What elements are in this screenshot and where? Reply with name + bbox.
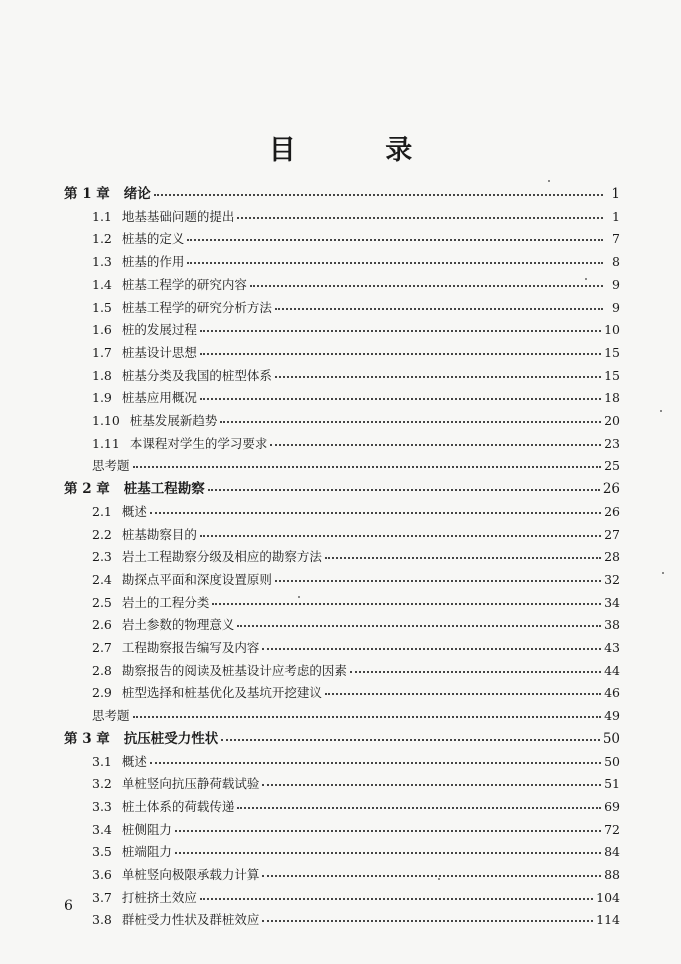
- toc-entry-number: 3.1: [92, 753, 112, 769]
- toc-section-entry[interactable]: [92, 591, 620, 611]
- toc-questions-entry[interactable]: [92, 704, 620, 724]
- toc-entry-title: 地基基础问题的提出: [121, 208, 235, 224]
- page-title: 目 录: [268, 135, 453, 166]
- toc-entry-page: 84: [604, 844, 620, 860]
- toc-dot-leader: [325, 557, 601, 559]
- toc-section-entry[interactable]: [92, 795, 620, 815]
- toc-entry-number: 2.2: [92, 526, 112, 542]
- scan-speck: [438, 878, 440, 880]
- toc-section-entry[interactable]: [92, 364, 620, 384]
- toc-dot-leader: [275, 580, 601, 582]
- toc-entry-number: 3.7: [92, 889, 112, 905]
- toc-section-entry[interactable]: [92, 545, 620, 565]
- toc-entry-page: 7: [612, 231, 620, 247]
- toc-entry-number: 1.4: [92, 276, 112, 292]
- toc-entry-page: 9: [612, 299, 620, 315]
- toc-section-entry[interactable]: [92, 750, 620, 770]
- toc-entry-number: 2.8: [92, 662, 112, 678]
- toc-entry-title: 抗压桩受力性状: [123, 730, 219, 747]
- toc-entry-title: 岩土参数的物理意义: [121, 617, 235, 633]
- toc-entry-number: 1.5: [92, 299, 112, 315]
- toc-entry-page: 34: [604, 594, 620, 610]
- toc-entry-page: 1: [611, 186, 620, 202]
- toc-entry-page: 25: [604, 458, 620, 474]
- toc-dot-leader: [200, 330, 601, 332]
- toc-entry-page: 72: [604, 821, 620, 837]
- toc-entry-number: 2.7: [92, 640, 112, 655]
- toc-section-entry[interactable]: [92, 681, 620, 701]
- toc-entry-page: 38: [604, 617, 620, 633]
- toc-entry-title: 桩基分类及我国的桩型体系: [121, 367, 272, 383]
- toc-section-entry[interactable]: [92, 500, 620, 520]
- toc-entry-page: 20: [604, 413, 620, 428]
- toc-entry-title: 绪论: [123, 186, 151, 202]
- toc-entry-number: 1.8: [92, 367, 112, 383]
- toc-entry-number: 3.4: [92, 821, 112, 837]
- toc-entry-page: 26: [602, 481, 620, 498]
- toc-entry-page: 69: [604, 798, 620, 814]
- toc-entry-title: 单桩竖向抗压静荷载试验: [121, 776, 260, 792]
- toc-entry-number: 3.6: [92, 867, 112, 882]
- toc-section-entry[interactable]: [92, 205, 620, 225]
- scan-speck: [660, 410, 662, 412]
- toc-dot-leader: [208, 489, 600, 491]
- toc-entry-title: 桩基工程勘察: [123, 481, 205, 498]
- toc-section-entry[interactable]: [92, 296, 620, 316]
- toc-dot-leader: [212, 603, 601, 605]
- toc-entry-page: 8: [612, 254, 620, 270]
- toc-entry-title: 桩土体系的荷载传递: [121, 798, 235, 814]
- toc-section-entry[interactable]: [92, 636, 620, 656]
- toc-dot-leader: [154, 194, 603, 196]
- toc-dot-leader: [262, 920, 593, 922]
- toc-dot-leader: [237, 807, 601, 809]
- toc-section-entry[interactable]: [92, 772, 620, 792]
- scan-speck: [548, 180, 550, 182]
- toc-entry-number: 3.3: [92, 798, 112, 814]
- toc-section-entry[interactable]: [92, 659, 620, 679]
- toc-entry-title: 桩基工程学的研究分析方法: [121, 299, 272, 315]
- toc-section-entry[interactable]: [92, 818, 620, 838]
- toc-dot-leader: [262, 648, 601, 650]
- toc-entry-title: 桩基工程学的研究内容: [121, 276, 247, 292]
- toc-entry-number: 1.2: [92, 231, 112, 247]
- toc-section-entry[interactable]: [92, 250, 620, 270]
- toc-entry-title: 岩土工程勘察分级及相应的勘察方法: [121, 549, 322, 565]
- toc-dot-leader: [262, 875, 601, 877]
- toc-entry-title: 桩基发展新趋势: [129, 413, 218, 428]
- page-number: 6: [64, 898, 73, 914]
- toc-dot-leader: [200, 898, 593, 900]
- toc-dot-leader: [150, 762, 601, 764]
- toc-dot-leader: [220, 421, 601, 423]
- toc-entry-number: 2.3: [92, 549, 112, 565]
- toc-entry-number: 1.7: [92, 344, 112, 360]
- toc-entry-page: 27: [604, 526, 620, 542]
- toc-entry-page: 50: [604, 753, 620, 769]
- toc-entry-number: 第 3 章: [64, 730, 110, 747]
- toc-section-entry[interactable]: [92, 523, 620, 543]
- toc-entry-number: 2.4: [92, 571, 112, 587]
- toc-entry-title: 概述: [121, 753, 147, 769]
- toc-entry-title: 勘探点平面和深度设置原则: [121, 571, 272, 587]
- toc-entry-title: 工程勘察报告编写及内容: [121, 640, 260, 655]
- toc-dot-leader: [133, 466, 602, 468]
- toc-chapter-entry[interactable]: [64, 727, 620, 747]
- toc-entry-number: 1.3: [92, 254, 112, 270]
- toc-entry-number: 3.2: [92, 776, 112, 792]
- toc-entry-page: 15: [604, 367, 620, 383]
- toc-entry-number: 3.8: [92, 912, 112, 928]
- toc-entry-page: 43: [604, 640, 620, 655]
- toc-entry-page: 32: [604, 571, 620, 587]
- toc-chapter-entry[interactable]: [64, 477, 620, 497]
- toc-entry-title: 桩侧阻力: [121, 821, 172, 837]
- toc-section-entry[interactable]: [92, 613, 620, 633]
- toc-section-entry[interactable]: [92, 840, 620, 860]
- toc-dot-leader: [275, 376, 601, 378]
- toc-section-entry[interactable]: [92, 273, 620, 293]
- toc-dot-leader: [237, 625, 601, 627]
- toc-entry-page: 18: [604, 390, 620, 406]
- toc-dot-leader: [275, 308, 603, 310]
- toc-entry-title: 桩基勘察目的: [121, 526, 197, 542]
- toc-entry-number: 1.10: [92, 413, 120, 428]
- toc-entry-number: 1.9: [92, 390, 112, 406]
- toc-entry-page: 88: [604, 867, 620, 882]
- toc-entry-number: 2.1: [92, 503, 112, 519]
- toc-dot-leader: [270, 444, 601, 446]
- toc-section-entry[interactable]: [92, 227, 620, 247]
- toc-entry-title: 本课程对学生的学习要求: [129, 435, 268, 451]
- toc-entry-number: 2.5: [92, 594, 112, 610]
- toc-entry-page: 15: [604, 344, 620, 360]
- toc-entry-title: 桩型选择和桩基优化及基坑开挖建议: [121, 685, 322, 701]
- toc-entry-title: 桩端阻力: [121, 844, 172, 860]
- toc-questions-entry[interactable]: [92, 454, 620, 474]
- toc-entry-title: 勘察报告的阅读及桩基设计应考虑的因素: [121, 662, 347, 678]
- toc-entry-page: 9: [612, 276, 620, 292]
- toc-entry-page: 1: [612, 208, 620, 224]
- toc-entry-number: 1.1: [92, 208, 112, 224]
- toc-chapter-entry[interactable]: [64, 182, 620, 202]
- toc-entry-title: 桩基的定义: [121, 231, 185, 247]
- toc-dot-leader: [262, 784, 601, 786]
- toc-entry-page: 44: [604, 662, 620, 678]
- toc-dot-leader: [200, 353, 601, 355]
- toc-entry-page: 51: [604, 776, 620, 792]
- toc-entry-number: 2.9: [92, 685, 112, 701]
- toc-dot-leader: [133, 716, 602, 718]
- toc-entry-title: 群桩受力性状及群桩效应: [121, 912, 260, 928]
- toc-dot-leader: [187, 239, 603, 241]
- toc-entry-title: 桩的发展过程: [121, 322, 197, 338]
- toc-dot-leader: [175, 830, 601, 832]
- toc-entry-page: 23: [604, 435, 620, 451]
- toc-section-entry[interactable]: [92, 886, 620, 906]
- toc-section-entry[interactable]: [92, 432, 620, 452]
- toc-section-entry[interactable]: [92, 318, 620, 338]
- toc-entry-title: 桩基设计思想: [121, 344, 197, 360]
- toc-entry-title: 岩土的工程分类: [121, 594, 210, 610]
- toc-entry-page: 46: [604, 685, 620, 701]
- toc-dot-leader: [325, 693, 601, 695]
- toc-entry-number: 3.5: [92, 844, 112, 860]
- toc-section-entry[interactable]: [92, 341, 620, 361]
- toc-dot-leader: [187, 262, 603, 264]
- scan-speck: [298, 596, 300, 598]
- toc-dot-leader: [237, 217, 603, 219]
- toc-dot-leader: [150, 512, 601, 514]
- toc-dot-leader: [350, 671, 601, 673]
- toc-entry-title: 思考题: [92, 458, 130, 474]
- toc-entry-number: 1.6: [92, 322, 112, 338]
- toc-entry-page: 49: [604, 708, 620, 724]
- scan-speck: [662, 572, 664, 574]
- scan-speck: [585, 278, 587, 280]
- toc-entry-page: 104: [596, 889, 620, 905]
- toc-entry-title: 打桩挤土效应: [121, 889, 197, 905]
- toc-entry-number: 第 1 章: [64, 186, 110, 202]
- toc-dot-leader: [175, 852, 601, 854]
- toc-section-entry[interactable]: [92, 568, 620, 588]
- toc-entry-page: 114: [596, 912, 620, 928]
- toc-entry-page: 50: [602, 730, 620, 747]
- toc-entry-number: 1.11: [92, 435, 120, 451]
- toc-section-entry[interactable]: [92, 863, 620, 883]
- toc-section-entry[interactable]: [92, 386, 620, 406]
- toc-dot-leader: [250, 285, 603, 287]
- toc-dot-leader: [200, 535, 601, 537]
- toc-entry-title: 桩基的作用: [121, 254, 185, 270]
- toc-entry-title: 单桩竖向极限承载力计算: [121, 867, 260, 882]
- toc-section-entry[interactable]: [92, 908, 620, 928]
- toc-entry-number: 第 2 章: [64, 481, 110, 498]
- toc-entry-page: 10: [604, 322, 620, 338]
- toc-entry-number: 2.6: [92, 617, 112, 633]
- toc-entry-title: 概述: [121, 503, 147, 519]
- toc-entry-page: 26: [604, 503, 620, 519]
- toc-entry-title: 桩基应用概况: [121, 390, 197, 406]
- toc-dot-leader: [221, 739, 600, 741]
- toc-entry-page: 28: [604, 549, 620, 565]
- toc-dot-leader: [200, 398, 601, 400]
- toc-entry-title: 思考题: [92, 708, 130, 724]
- toc-section-entry[interactable]: [92, 409, 620, 429]
